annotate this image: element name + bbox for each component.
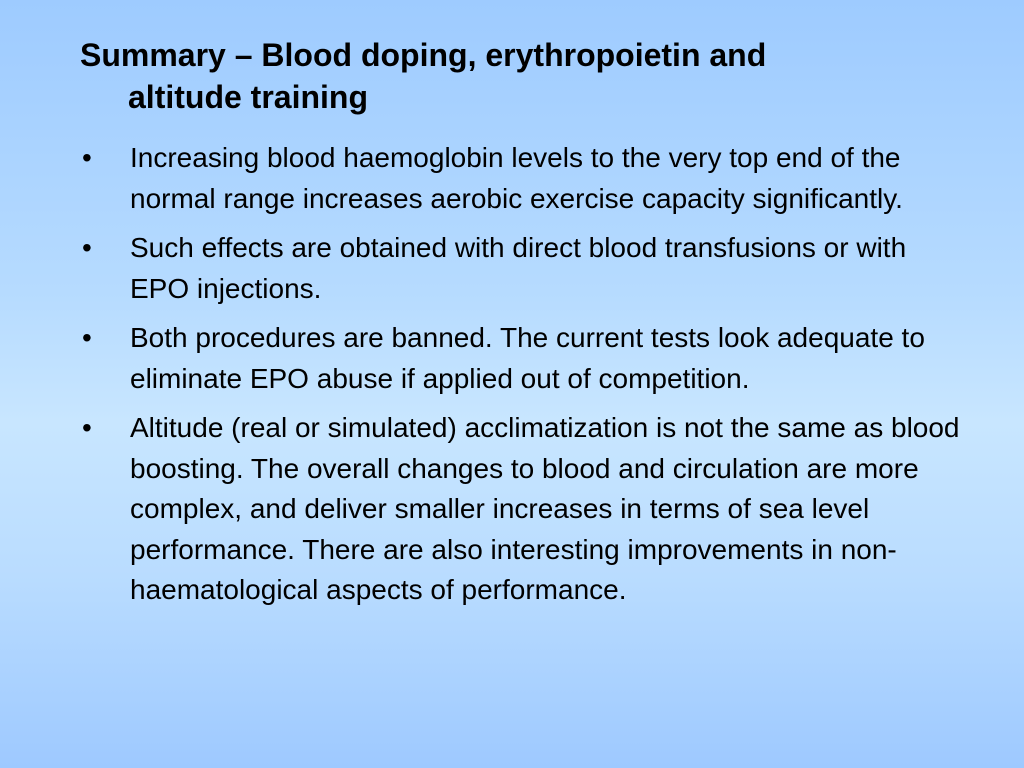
bullet-item-blood-haemoglobin <box>80 138 980 219</box>
bullet-text: Altitude (real or simulated) acclimatization is not the same as blood boosting. The overall changes to blood and circulation are more complex, and deliver smaller increases in terms of sea level performance. There are also interesting improvements in non-haematological aspects of performance. <box>130 412 960 605</box>
bullet-item-altitude-acclimatization <box>80 408 980 611</box>
slide-title <box>80 34 980 118</box>
bullet-item-transfusions-epo <box>80 228 980 309</box>
slide-title-line-2: altitude training <box>128 79 368 115</box>
bullet-list <box>80 138 980 620</box>
bullet-marker: • <box>82 232 92 263</box>
slide-title-line-1: Summary – Blood doping, erythropoietin and <box>80 37 767 73</box>
bullet-item-procedures-banned <box>80 318 980 399</box>
bullet-text: Such effects are obtained with direct blood transfusions or with EPO injections. <box>130 232 907 304</box>
bullet-text: Increasing blood haemoglobin levels to the very top end of the normal range increases aerobic exercise capacity significantly. <box>130 142 903 214</box>
bullet-marker: • <box>82 142 92 173</box>
bullet-marker: • <box>82 412 92 443</box>
bullet-marker: • <box>82 322 92 353</box>
bullet-text: Both procedures are banned. The current tests look adequate to eliminate EPO abuse if applied out of competition. <box>130 322 925 394</box>
